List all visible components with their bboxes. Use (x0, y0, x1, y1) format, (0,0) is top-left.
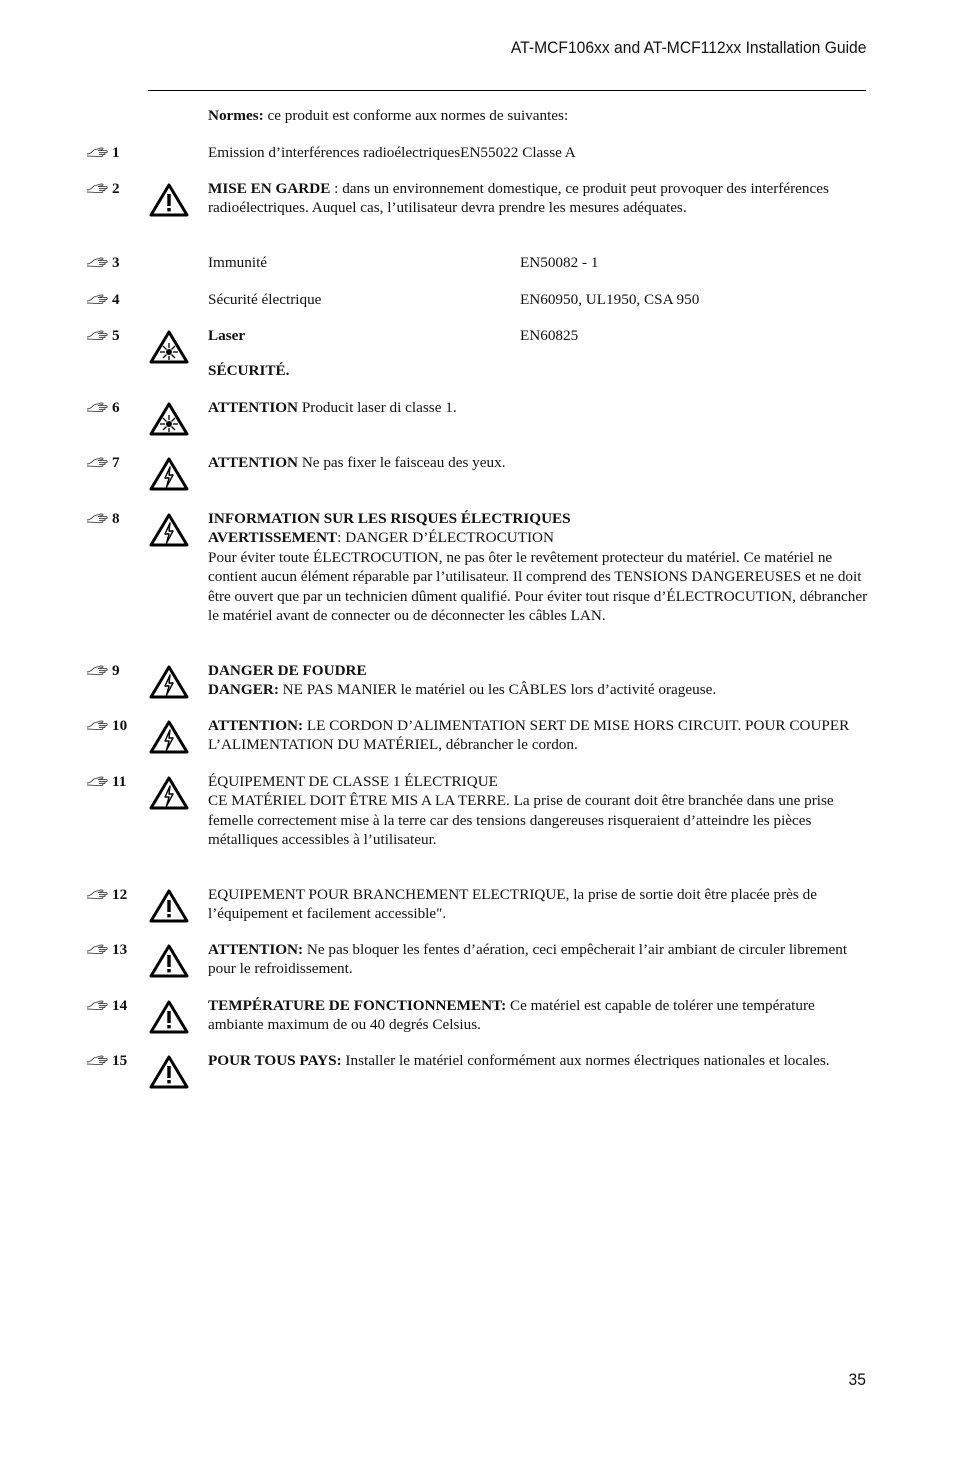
warning-icon (149, 889, 189, 923)
electric-hazard-icon (149, 665, 189, 699)
warning-icon (149, 1055, 189, 1089)
pointing-hand-icon (86, 719, 108, 731)
item-text: : dans un environnement domestique, ce produit peut provoquer des interférences radioélectriques. Auquel cas, l’utilisateur devra prendre les mesures adéquates. (208, 180, 829, 217)
item-text: Ne pas fixer le faisceau des yeux. (298, 454, 506, 471)
running-header: AT-MCF106xx and AT-MCF112xx Installation Guide (510, 38, 866, 57)
electric-hazard-icon (149, 513, 189, 547)
item-number: 12 (112, 886, 128, 903)
item-number: 14 (112, 997, 128, 1014)
item-text: LE CORDON D’ALIMENTATION SERT DE MISE HORS CIRCUIT. POUR COUPER L’ALIMENTATION DU MATÉRIEL, débrancher le cordon. (208, 717, 850, 754)
electric-hazard-icon (149, 457, 189, 491)
item-text: CE MATÉRIEL DOIT ÊTRE MIS A LA TERRE. La prise de courant doit être branchée dans une prise femelle correctement mise à la terre car des tensions dangereuses risqueraient d’atteindre les pièces métalliques accessibles à l’utilisateur. (208, 792, 834, 849)
item-text: Sécurité électrique (208, 291, 322, 308)
item-text: Ne pas bloquer les fentes d’aération, ceci empêcherait l’air ambiant de circuler librement pour le refroidissement. (208, 941, 848, 978)
item-number: 5 (112, 327, 120, 344)
item-label: Laser (208, 327, 246, 344)
pointing-hand-icon (86, 456, 108, 468)
item-label: DANGER: (208, 681, 279, 699)
item-number: 4 (112, 291, 120, 308)
pointing-hand-icon (86, 401, 108, 413)
pointing-hand-icon (86, 999, 108, 1011)
pointing-hand-icon (86, 943, 108, 955)
item-text: Ce matériel est capable de tolérer une température ambiante maximum de ou 40 degrés Celsius. (208, 997, 815, 1034)
laser-icon (149, 402, 189, 436)
pointing-hand-icon (86, 146, 108, 158)
item-text: NE PAS MANIER le matériel ou les CÂBLES lors d’activité orageuse. (278, 681, 717, 699)
warning-icon (149, 183, 189, 217)
item-heading: INFORMATION SUR LES RISQUES ÉLECTRIQUES (208, 510, 571, 527)
section-heading: SÉCURITÉ. (208, 362, 290, 379)
item-label: ATTENTION (208, 454, 299, 471)
item-text: Producit laser di classe 1. (298, 399, 457, 416)
item-number: 15 (112, 1052, 128, 1069)
item-label: ATTENTION: (208, 717, 304, 734)
pointing-hand-icon (86, 182, 108, 194)
pointing-hand-icon (86, 664, 108, 676)
warning-icon (149, 1000, 189, 1034)
standard-value: EN60950, UL1950, CSA 950 (520, 291, 700, 308)
pointing-hand-icon (86, 329, 108, 341)
item-number: 7 (112, 454, 120, 471)
item-label: AVERTISSEMENT (208, 529, 338, 547)
item-subtitle: : DANGER D’ÉLECTROCUTION (337, 529, 554, 547)
item-number: 9 (112, 662, 120, 679)
standard-value: EN60825 (520, 327, 579, 344)
warning-icon (149, 944, 189, 978)
item-number: 10 (112, 717, 128, 734)
pointing-hand-icon (86, 512, 108, 524)
electric-hazard-icon (149, 776, 189, 810)
item-label: ATTENTION: (208, 941, 304, 958)
item-label: TEMPÉRATURE DE FONCTIONNEMENT: (208, 997, 507, 1014)
item-text: Emission d’interférences radioélectriquesEN55022 Classe A (208, 144, 576, 161)
pointing-hand-icon (86, 256, 108, 268)
item-number: 11 (112, 773, 127, 790)
item-text: Immunité (208, 254, 268, 271)
header-rule (148, 90, 866, 91)
pointing-hand-icon (86, 775, 108, 787)
item-label: ATTENTION (208, 399, 299, 416)
item-text: EQUIPEMENT POUR BRANCHEMENT ELECTRIQUE, la prise de sortie doit être placée près de l’équipement et facilement accessible". (208, 886, 817, 923)
pointing-hand-icon (86, 293, 108, 305)
item-text: Installer le matériel conformément aux normes électriques nationales et locales. (341, 1052, 830, 1069)
item-number: 1 (112, 144, 120, 161)
item-label: POUR TOUS PAYS: (208, 1052, 342, 1069)
item-label: MISE EN GARDE (208, 180, 331, 197)
pointing-hand-icon (86, 888, 108, 900)
item-heading: DANGER DE FOUDRE (208, 662, 367, 679)
intro-text: ce produit est conforme aux normes de suivantes: (263, 107, 569, 124)
intro-line (208, 106, 568, 125)
standard-value: EN50082 - 1 (520, 254, 599, 271)
laser-icon (149, 330, 189, 364)
item-number: 2 (112, 180, 120, 197)
item-number: 3 (112, 254, 120, 271)
electric-hazard-icon (149, 720, 189, 754)
item-number: 6 (112, 399, 120, 416)
intro-label: Normes: (208, 107, 264, 124)
item-number: 13 (112, 941, 128, 958)
item-number: 8 (112, 510, 120, 527)
page-number: 35 (848, 1370, 866, 1389)
item-text: Pour éviter toute ÉLECTROCUTION, ne pas ôter le revêtement protecteur du matériel. Ce matériel ne contient aucun élément réparable par l’utilisateur. Il comprend des TENSIONS DANGEREUSES et ne doit être ouvert que par un technicien dûment qualifié. Pour éviter tout risque d’ÉLECTROCUTION, débrancher le matériel avant de connecter ou de déconnecter les câbles LAN. (208, 548, 868, 625)
pointing-hand-icon (86, 1054, 108, 1066)
item-heading: ÉQUIPEMENT DE CLASSE 1 ÉLECTRIQUE (208, 773, 498, 790)
